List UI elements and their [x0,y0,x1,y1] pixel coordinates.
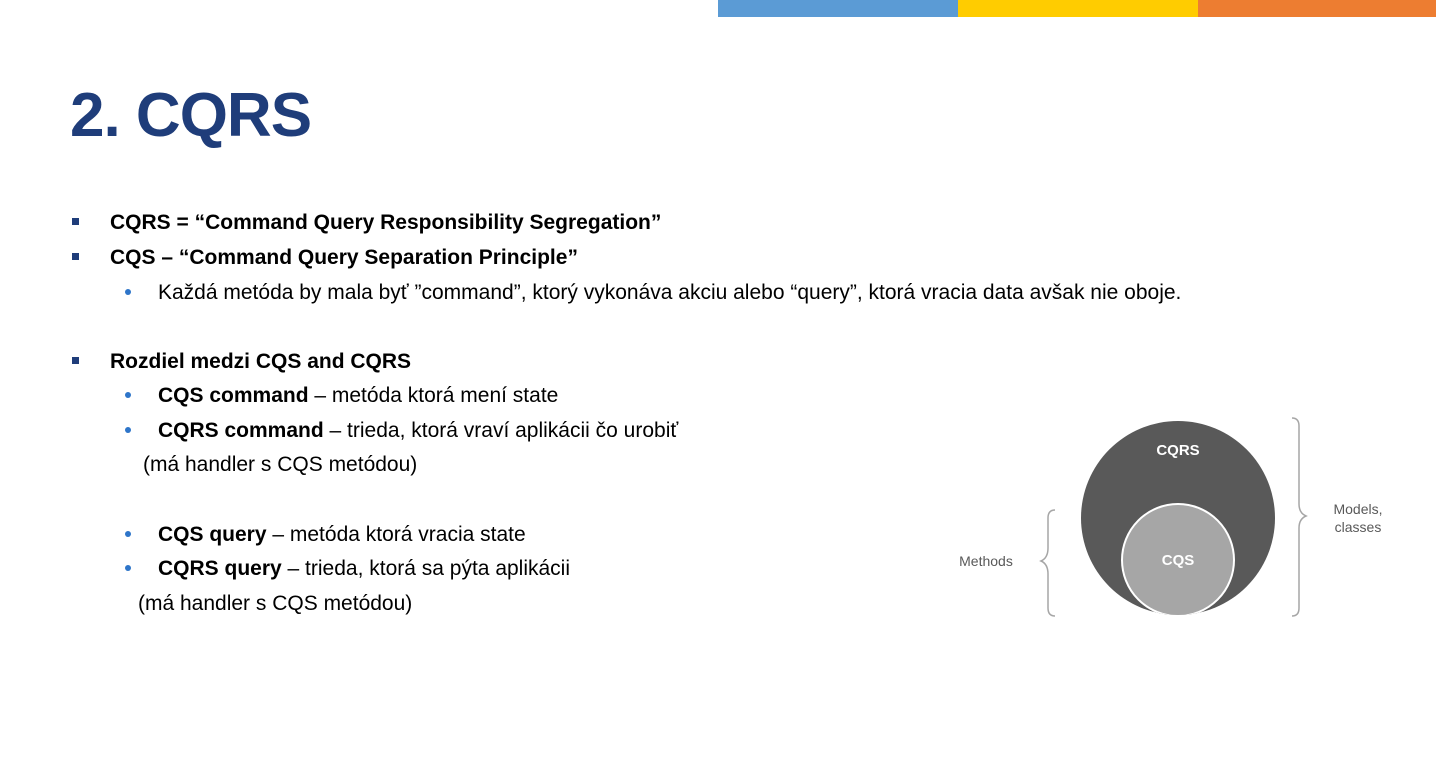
bullet-text: – metóda ktorá mení state [308,384,559,407]
round-bullet-icon [125,427,131,433]
sub-bullet-cqrs-command [158,417,678,445]
continuation-text [138,590,412,618]
slide-title: 2. CQRS [70,81,312,150]
bullet-text: – trieda, ktorá vraví aplikácii čo urobiť [323,419,679,442]
sub-bullet-cqs-query [158,521,526,549]
cqrs-cqs-diagram [940,410,1410,630]
bullet-text: Rozdiel medzi CQS and CQRS [110,350,412,373]
accent-bar-yellow [958,0,1198,17]
round-bullet-icon [125,565,131,571]
bullet-text: Každá metóda by mala byť ”command”, ktorý vykonáva akciu alebo “query”, ktorá vracia data avšak nie oboje. [158,281,1182,304]
round-bullet-icon [125,289,131,295]
accent-bar-blue [718,0,958,17]
bullet-term: CQRS command [158,419,324,442]
square-bullet-icon [72,357,79,364]
bullet-cqrs-definition [110,209,661,237]
sub-bullet-cqs-command [158,382,558,410]
left-brace-icon [1041,510,1055,616]
cqrs-circle-label: CQRS [1156,442,1200,459]
classes-label: classes [1334,519,1382,535]
methods-label: Methods [959,553,1013,569]
bullet-text: (má handler s CQS metódou) [138,592,413,615]
bullet-text: – metóda ktorá vracia state [266,523,526,546]
square-bullet-icon [72,253,79,260]
cqs-circle-label: CQS [1161,552,1195,569]
bullet-term: CQS command [158,384,309,407]
bullet-text: – trieda, ktorá sa pýta aplikácii [281,557,571,580]
bullet-text: CQS – “Command Query Separation Principle” [110,246,578,269]
accent-bar-orange [1198,0,1436,17]
models-label: Models, [1333,501,1383,517]
bullet-text: CQRS = “Command Query Responsibility Segregation” [110,211,662,234]
sub-bullet-cqrs-query [158,555,570,583]
round-bullet-icon [125,531,131,537]
bullet-text: (má handler s CQS metódou) [143,453,418,476]
bullet-term: CQRS query [158,557,282,580]
continuation-text [143,451,417,479]
sub-bullet-method-rule [158,279,1181,307]
square-bullet-icon [72,218,79,225]
right-brace-icon [1292,418,1306,616]
bullet-term: CQS query [158,523,267,546]
bullet-cqs-definition [110,244,578,272]
bullet-difference-heading [110,348,411,376]
round-bullet-icon [125,392,131,398]
